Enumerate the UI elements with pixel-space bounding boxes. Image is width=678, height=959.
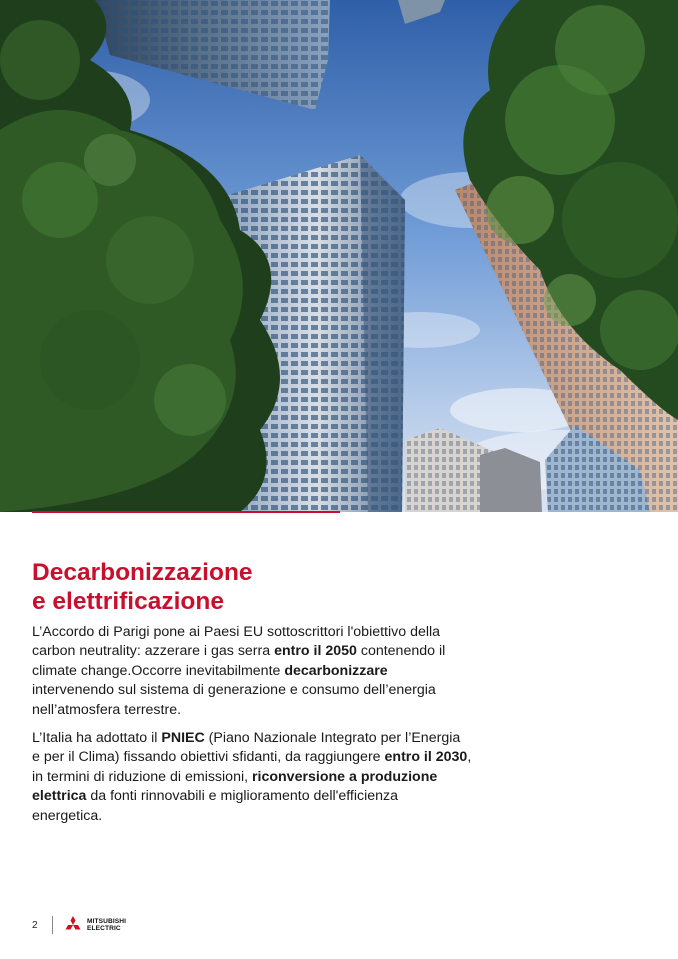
page-number: 2: [32, 919, 38, 931]
paragraph-pniec: [32, 729, 472, 826]
mitsubishi-three-diamonds-icon: [63, 916, 83, 934]
text-run: (Piano Nazionale Integrato per l’Energia e per il Clima) fissando obiettivi sfidanti, da raggiungere: [32, 730, 461, 766]
text-run: , in termini di riduzione di emissioni,: [32, 749, 472, 785]
logo-line-2: ELECTRIC: [87, 925, 121, 932]
accent-divider: [32, 511, 340, 513]
bold-run: entro il 2050: [274, 643, 357, 660]
text-run: L’Italia ha adottato il: [32, 730, 162, 747]
page-footer: [32, 914, 126, 936]
title-line-2: e elettrificazione: [32, 588, 224, 615]
text-run: L’Accordo di Parigi pone ai Paesi EU sottoscrittori l'obiettivo della carbon neutrality: azzerare i gas serra: [32, 624, 441, 660]
mitsubishi-electric-logo: [63, 916, 126, 934]
body-text: [32, 623, 472, 835]
logo-line-1: MITSUBISHI: [87, 918, 127, 925]
bold-run: PNIEC: [161, 730, 205, 747]
page-title: [32, 558, 632, 616]
footer-separator: [52, 916, 53, 934]
text-run: contenendo il climate change.Occorre inevitabilmente: [32, 643, 446, 679]
bold-run: entro il 2030: [384, 749, 468, 766]
logo-wordmark: [87, 918, 126, 932]
bold-run: riconversione a produzione elettrica: [32, 768, 438, 805]
title-line-1: Decarbonizzazione: [32, 559, 253, 586]
bold-run: decarbonizzare: [284, 662, 388, 679]
text-run: da fonti rinnovabili e miglioramento dell'efficienza energetica.: [32, 788, 399, 824]
paragraph-paris-agreement: [32, 623, 472, 720]
text-run: intervenendo sul sistema di generazione e consumo dell’energia nell’atmosfera terrestre.: [32, 682, 436, 718]
